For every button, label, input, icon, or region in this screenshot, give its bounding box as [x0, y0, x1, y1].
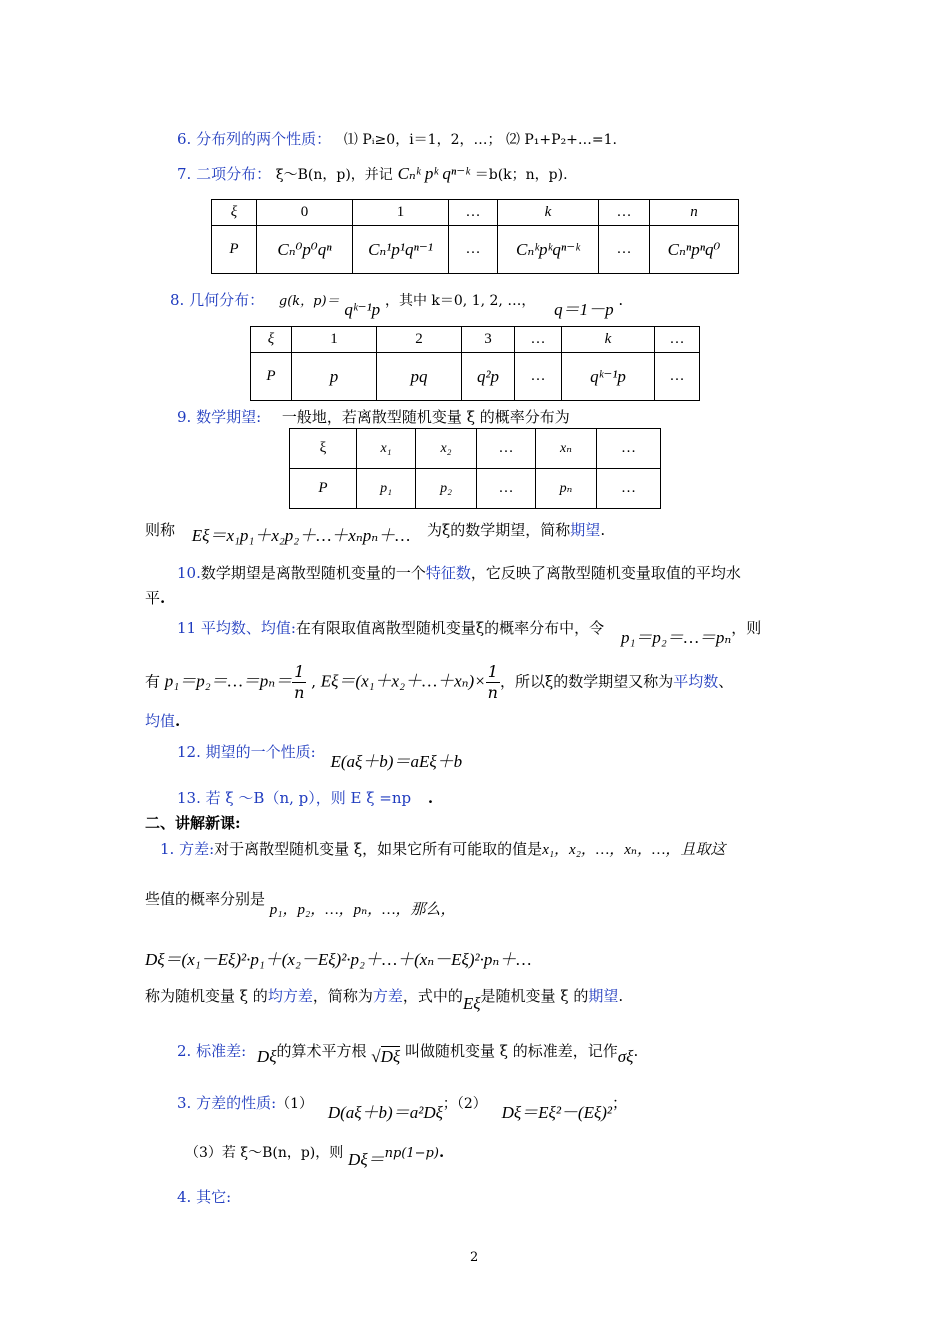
item-8-g: g(k，p)＝ — [278, 294, 340, 309]
sqrt-radicand: Dξ — [380, 1047, 401, 1066]
variance-1d-t1: 称为随机变量 ξ 的 — [145, 987, 268, 1005]
term-feature: 特征数 — [425, 564, 471, 582]
page-number: 2 — [470, 1250, 479, 1265]
item-6-text: ⑴ Pᵢ≥0，i＝1，2，…； ⑵ P₁+P₂+…=1. — [343, 132, 618, 148]
std-dev-t1: 的算术平方根 — [276, 1042, 367, 1060]
term-mean-square-deviation: 均方差 — [267, 987, 313, 1005]
std-dev — [177, 1040, 639, 1066]
item-12-formula: E(aξ＋b)＝aEξ＋b — [330, 752, 463, 771]
item-10-cont — [145, 587, 165, 608]
cell: … — [449, 200, 498, 226]
item-11-text2: ，则 — [731, 619, 762, 637]
prop-2-formula: Dξ＝Eξ²－(Eξ)² — [501, 1103, 612, 1122]
cell: p₁ — [357, 469, 416, 509]
variance-1b-text: 些值的概率分别是 — [145, 890, 266, 908]
item-8 — [170, 285, 624, 319]
variance-properties-label: 3. 方差的性质: — [177, 1094, 277, 1112]
item-13-text: 13. 若 ξ ～B（n, p），则 E ξ =np — [177, 789, 412, 807]
variance-property-3 — [185, 1137, 445, 1169]
fraction-1-over-n — [292, 662, 306, 703]
cell: k — [562, 327, 655, 353]
numerator: 1 — [486, 662, 500, 683]
cell: … — [597, 469, 661, 509]
variance-properties — [177, 1088, 628, 1122]
variance-1d-t2: ，简称为 — [312, 987, 373, 1005]
prop-2-end: ； — [612, 1094, 628, 1112]
cell: x₂ — [416, 429, 477, 469]
cell: … — [597, 429, 661, 469]
item-11b-text: ，所以ξ的数学期望又称为 — [499, 672, 674, 691]
std-dev-end: . — [633, 1042, 639, 1060]
term-average: 均值 — [145, 712, 176, 730]
item-other: 4. 其它: — [177, 1188, 232, 1206]
binomial-table — [211, 199, 739, 274]
item-9 — [177, 406, 570, 427]
section-heading: 二、讲解新课: — [145, 814, 241, 832]
item-11 — [177, 613, 762, 647]
cell: 2 — [377, 327, 462, 353]
item-7-text2: ＝b(k；n，p). — [474, 167, 568, 183]
item-10-end: . — [160, 589, 166, 607]
denominator: n — [487, 683, 498, 702]
variance-1d — [145, 985, 624, 1013]
term-variance: 方差 — [372, 987, 403, 1005]
item-11-text: 在有限取值离散型随机变量ξ的概率分布中，令 — [295, 619, 605, 637]
prop-3-text: （3）若 ξ～B(n，p)，则 — [185, 1145, 344, 1161]
cell: p — [292, 353, 377, 401]
cell: x₁ — [357, 429, 416, 469]
item-11b-cont — [145, 710, 180, 731]
cell: ξ — [251, 327, 292, 353]
item-10-text2: ，它反映了离散型随机变量取值的平均水 — [470, 564, 741, 582]
item-11b-end: . — [175, 712, 181, 730]
item-9b-text: 为ξ的数学期望，简称 — [427, 521, 571, 539]
item-8-text: ，其中 k＝0, 1, 2, …， — [384, 293, 536, 309]
cell: Cₙᵏpᵏqⁿ⁻ᵏ — [498, 226, 599, 274]
cell: 1 — [353, 200, 449, 226]
term-mean: 平均数 — [673, 672, 719, 691]
cell: … — [655, 353, 700, 401]
variance-1-label: 1. 方差: — [160, 840, 215, 858]
prop-1-formula: D(aξ＋b)＝a²Dξ — [327, 1103, 443, 1122]
item-7-text: ξ～B(n，p)，并记 — [275, 167, 393, 183]
item-13 — [177, 787, 433, 808]
item-13-end: . — [427, 789, 434, 807]
cell: P — [212, 226, 257, 274]
variance-1d-t4: 是随机变量 ξ 的 — [480, 987, 589, 1005]
std-dev-t2: 叫做随机变量 ξ 的标准差，记作 — [404, 1042, 618, 1060]
cell: k — [498, 200, 599, 226]
cell: 0 — [257, 200, 353, 226]
item-10-label: 10. — [177, 564, 201, 582]
item-11b-f1: p₁＝p₂＝…＝pₙ＝ — [164, 671, 293, 691]
item-8-end: . — [618, 291, 624, 309]
item-10-text1: 数学期望是离散型随机变量的一个 — [200, 564, 426, 582]
cell: … — [515, 353, 562, 401]
cell: pq — [377, 353, 462, 401]
cell: … — [477, 469, 536, 509]
variance-formula-line — [145, 945, 531, 970]
item-11b-f2: Eξ＝(x₁＋x₂＋…＋xₙ)× — [320, 671, 486, 691]
term-expectation-2: 期望 — [588, 987, 619, 1005]
cell: … — [599, 226, 650, 274]
prop-1-label: （1） — [276, 1096, 314, 1112]
item-9b — [145, 515, 606, 545]
cell: qᵏ⁻¹p — [562, 353, 655, 401]
item-10-text3: 平 — [145, 589, 161, 607]
denominator: n — [294, 683, 305, 702]
prop-3-end: . — [438, 1143, 445, 1161]
cell: p₂ — [416, 469, 477, 509]
item-6 — [177, 128, 617, 149]
numerator: 1 — [292, 662, 306, 683]
cell: … — [599, 200, 650, 226]
cell: ξ — [212, 200, 257, 226]
item-9b-end: . — [600, 521, 606, 539]
cell: xₙ — [536, 429, 597, 469]
prop-2-label: ；（2） — [442, 1096, 487, 1112]
variance-1d-e: Eξ — [462, 994, 481, 1013]
cell: ξ — [290, 429, 357, 469]
variance-1-vals: x₁，x₂，…，xₙ，…，且取这 — [542, 842, 726, 858]
cell: Cₙⁿpⁿq⁰ — [650, 226, 739, 274]
fraction-1-over-n — [486, 662, 500, 703]
item-11-label: 11 平均数、均值: — [177, 619, 296, 637]
geometric-table — [250, 326, 700, 401]
cell: … — [449, 226, 498, 274]
item-12 — [177, 737, 463, 771]
item-12-label: 12. 期望的一个性质: — [177, 743, 316, 761]
cell: n — [650, 200, 739, 226]
variance-1d-t3: ，式中的 — [402, 987, 463, 1005]
cell: pₙ — [536, 469, 597, 509]
cell: Cₙ¹p¹qⁿ⁻¹ — [353, 226, 449, 274]
item-9-text: 一般地，若离散型随机变量 ξ 的概率分布为 — [281, 408, 570, 426]
item-11b-sep: 、 — [718, 672, 734, 691]
item-11b: 有 p₁＝p₂＝…＝pₙ＝ $\frac{1}{n}$ , Eξ＝(x₁＋x₂＋…＋xₙ)× $\frac{1}{n}$ ，所以ξ的数学期望又称为平均数、 — [145, 662, 734, 702]
cell: … — [477, 429, 536, 469]
cell: Cₙ⁰p⁰qⁿ — [257, 226, 353, 274]
variance-1b-vals: p₁，p₂，…，pₙ，…，那么， — [269, 902, 456, 918]
variance-1 — [160, 838, 725, 859]
sqrt-expression: √Dξ — [371, 1047, 401, 1066]
expectation-table — [289, 428, 661, 509]
item-11b-pre: 有 — [145, 672, 161, 691]
cell: 1 — [292, 327, 377, 353]
prop-3-formula: Dξ＝ — [348, 1150, 385, 1169]
item-7-label: 7. 二项分布： — [177, 165, 272, 183]
item-9b-pre: 则称 — [145, 521, 176, 539]
item-7-formula: Cₙᵏ pᵏ qⁿ⁻ᵏ — [397, 164, 470, 183]
item-7 — [177, 163, 568, 184]
cell: P — [251, 353, 292, 401]
variance-1-text: 对于离散型随机变量 ξ，如果它所有可能取的值是 — [214, 840, 543, 858]
variance-1d-end: . — [618, 987, 624, 1005]
term-expectation: 期望 — [570, 521, 601, 539]
item-11-formula: p₁＝p₂＝…＝pₙ — [620, 628, 732, 647]
cell: P — [290, 469, 357, 509]
item-9-label: 9. 数学期望: — [177, 408, 262, 426]
std-dev-d: Dξ — [256, 1047, 277, 1066]
std-dev-label: 2. 标准差: — [177, 1042, 247, 1060]
sigma-xi: σξ — [617, 1047, 634, 1066]
cell: … — [515, 327, 562, 353]
item-8-formula: qᵏ⁻¹p — [344, 300, 381, 319]
variance-1b — [145, 888, 456, 918]
expectation-formula: Eξ＝x₁p₁＋x₂p₂＋…＋xₙpₙ＋… — [191, 526, 411, 545]
item-6-label: 6. 分布列的两个性质： — [177, 130, 332, 148]
cell: q²p — [462, 353, 515, 401]
variance-formula: Dξ＝(x₁－Eξ)²·p₁＋(x₂－Eξ)²·p₂＋…＋(xₙ－Eξ)²·pₙ＋… — [145, 950, 532, 969]
prop-3-value: np(1−p) — [384, 1146, 439, 1161]
cell: 3 — [462, 327, 515, 353]
item-8-q: q＝1－p — [554, 300, 614, 319]
item-8-label: 8. 几何分布： — [170, 291, 265, 309]
item-10 — [177, 562, 741, 583]
cell: … — [655, 327, 700, 353]
